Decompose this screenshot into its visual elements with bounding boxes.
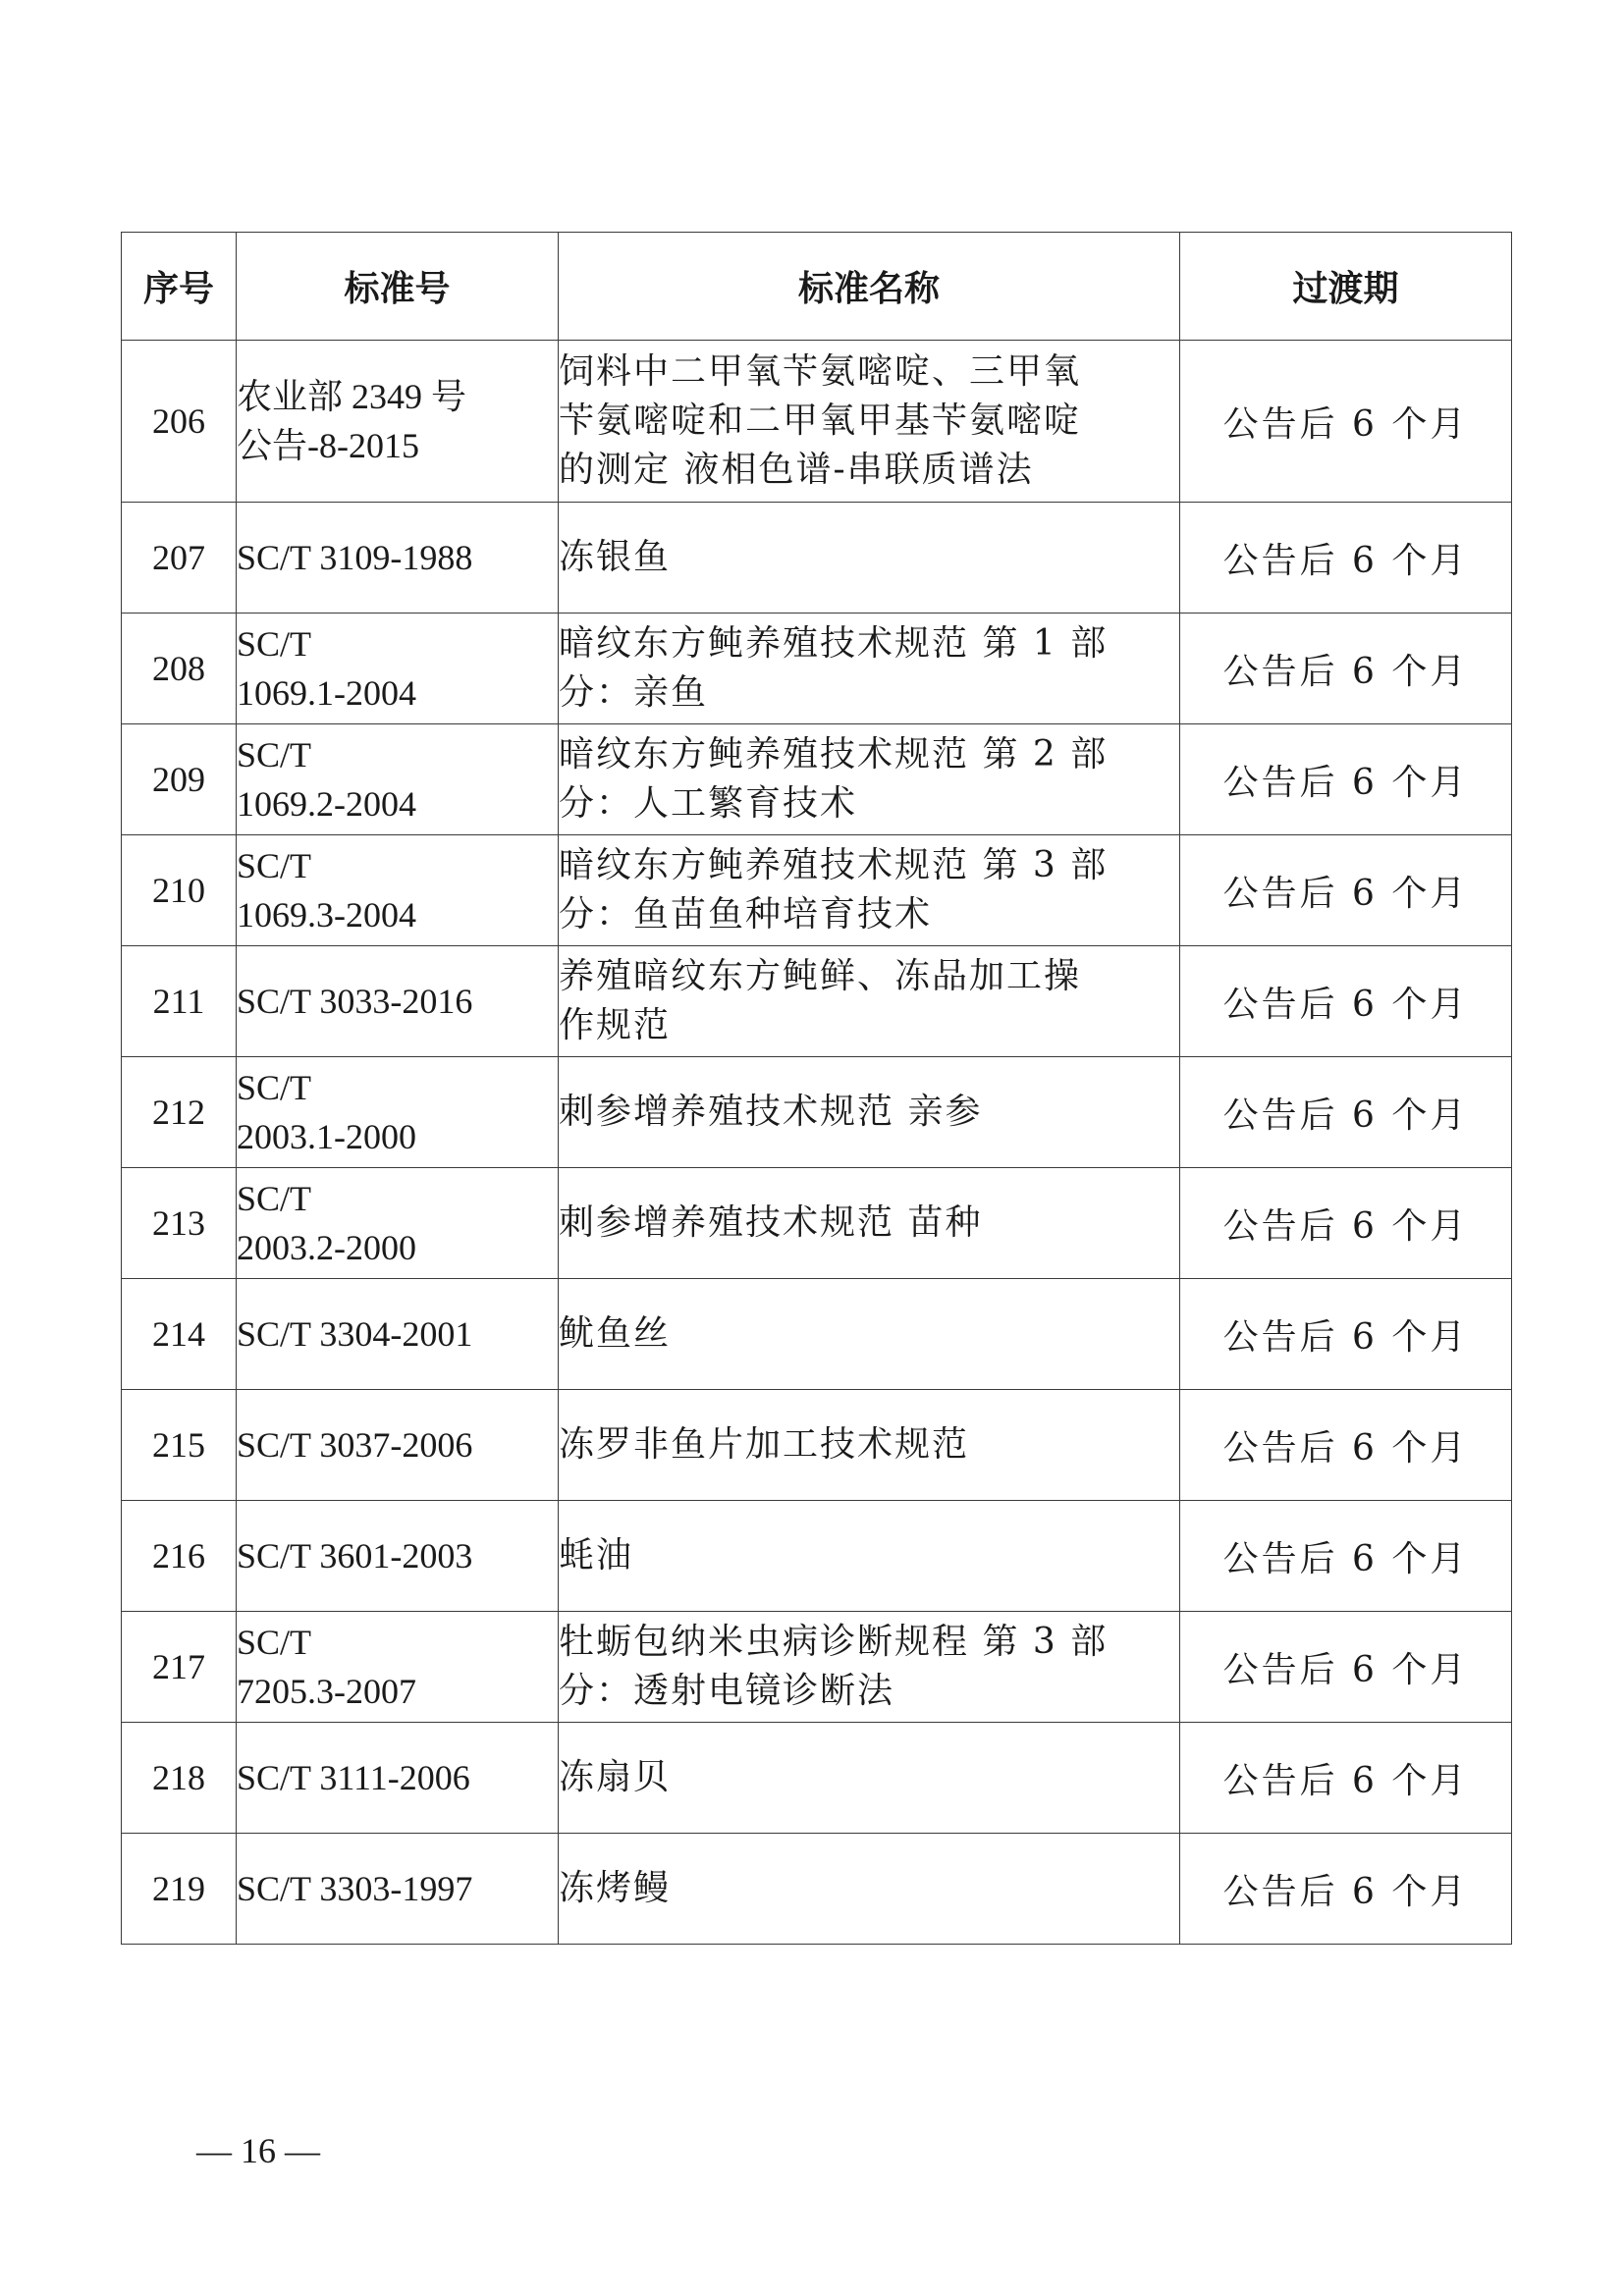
transition-period-cell: 公告后 6 个月 [1180, 1612, 1512, 1723]
standard-code-cell: SC/T 1069.2-2004 [237, 724, 559, 835]
standard-code-cell: 农业部 2349 号 公告-8-2015 [237, 341, 559, 503]
standard-name-cell: 牡蛎包纳米虫病诊断规程 第 3 部 分：透射电镜诊断法 [559, 1612, 1180, 1723]
standards-table [121, 232, 1512, 1945]
standard-name-cell: 暗纹东方鲀养殖技术规范 第 3 部 分：鱼苗鱼种培育技术 [559, 835, 1180, 946]
standard-code-cell: SC/T 2003.2-2000 [237, 1168, 559, 1279]
header-standard-name: 标准名称 [559, 233, 1180, 341]
standard-code-cell: SC/T 3109-1988 [237, 503, 559, 614]
standard-name-cell: 冻扇贝 [559, 1723, 1180, 1834]
standard-name-cell: 冻银鱼 [559, 503, 1180, 614]
standard-name-cell: 鱿鱼丝 [559, 1279, 1180, 1390]
table-header-row [122, 233, 1512, 341]
standard-code-cell: SC/T 1069.1-2004 [237, 614, 559, 724]
table-row [122, 1612, 1512, 1723]
standard-name-cell: 暗纹东方鲀养殖技术规范 第 2 部 分：人工繁育技术 [559, 724, 1180, 835]
transition-period-cell: 公告后 6 个月 [1180, 835, 1512, 946]
standard-code-cell: SC/T 3601-2003 [237, 1501, 559, 1612]
standard-name-cell: 冻烤鳗 [559, 1834, 1180, 1945]
transition-period-cell: 公告后 6 个月 [1180, 503, 1512, 614]
table-row [122, 1057, 1512, 1168]
transition-period-cell: 公告后 6 个月 [1180, 946, 1512, 1057]
standard-code-cell: SC/T 3033-2016 [237, 946, 559, 1057]
table-body [122, 341, 1512, 1945]
standard-code-cell: SC/T 2003.1-2000 [237, 1057, 559, 1168]
standard-code-cell: SC/T 3111-2006 [237, 1723, 559, 1834]
table-row [122, 1723, 1512, 1834]
serial-number-cell: 206 [122, 341, 237, 503]
standard-code-cell: SC/T 3037-2006 [237, 1390, 559, 1501]
standard-code-cell: SC/T 3303-1997 [237, 1834, 559, 1945]
table-row [122, 341, 1512, 503]
standard-name-cell: 冻罗非鱼片加工技术规范 [559, 1390, 1180, 1501]
serial-number-cell: 219 [122, 1834, 237, 1945]
serial-number-cell: 209 [122, 724, 237, 835]
standard-code-cell: SC/T 1069.3-2004 [237, 835, 559, 946]
standard-code-cell: SC/T 3304-2001 [237, 1279, 559, 1390]
serial-number-cell: 211 [122, 946, 237, 1057]
transition-period-cell: 公告后 6 个月 [1180, 1057, 1512, 1168]
standard-name-cell: 刺参增养殖技术规范 亲参 [559, 1057, 1180, 1168]
serial-number-cell: 207 [122, 503, 237, 614]
transition-period-cell: 公告后 6 个月 [1180, 724, 1512, 835]
table-row [122, 835, 1512, 946]
transition-period-cell: 公告后 6 个月 [1180, 341, 1512, 503]
serial-number-cell: 214 [122, 1279, 237, 1390]
header-standard-code: 标准号 [237, 233, 559, 341]
transition-period-cell: 公告后 6 个月 [1180, 1723, 1512, 1834]
serial-number-cell: 212 [122, 1057, 237, 1168]
transition-period-cell: 公告后 6 个月 [1180, 1390, 1512, 1501]
standard-name-cell: 养殖暗纹东方鲀鲜、冻品加工操 作规范 [559, 946, 1180, 1057]
standard-name-cell: 饲料中二甲氧苄氨嘧啶、三甲氧 苄氨嘧啶和二甲氧甲基苄氨嘧啶 的测定 液相色谱-串联质谱法 [559, 341, 1180, 503]
serial-number-cell: 216 [122, 1501, 237, 1612]
table-row [122, 946, 1512, 1057]
table-row [122, 1834, 1512, 1945]
transition-period-cell: 公告后 6 个月 [1180, 1168, 1512, 1279]
table-row [122, 503, 1512, 614]
standard-name-cell: 蚝油 [559, 1501, 1180, 1612]
header-transition-period: 过渡期 [1180, 233, 1512, 341]
table-row [122, 614, 1512, 724]
serial-number-cell: 217 [122, 1612, 237, 1723]
serial-number-cell: 213 [122, 1168, 237, 1279]
transition-period-cell: 公告后 6 个月 [1180, 1501, 1512, 1612]
table-row [122, 1168, 1512, 1279]
table-row [122, 724, 1512, 835]
transition-period-cell: 公告后 6 个月 [1180, 1279, 1512, 1390]
table-row [122, 1279, 1512, 1390]
standard-name-cell: 刺参增养殖技术规范 苗种 [559, 1168, 1180, 1279]
standard-code-cell: SC/T 7205.3-2007 [237, 1612, 559, 1723]
table-row [122, 1501, 1512, 1612]
page-number: — 16 — [196, 2131, 320, 2170]
transition-period-cell: 公告后 6 个月 [1180, 1834, 1512, 1945]
standard-name-cell: 暗纹东方鲀养殖技术规范 第 1 部 分：亲鱼 [559, 614, 1180, 724]
serial-number-cell: 218 [122, 1723, 237, 1834]
transition-period-cell: 公告后 6 个月 [1180, 614, 1512, 724]
serial-number-cell: 208 [122, 614, 237, 724]
header-serial-number: 序号 [122, 233, 237, 341]
serial-number-cell: 215 [122, 1390, 237, 1501]
serial-number-cell: 210 [122, 835, 237, 946]
table-row [122, 1390, 1512, 1501]
